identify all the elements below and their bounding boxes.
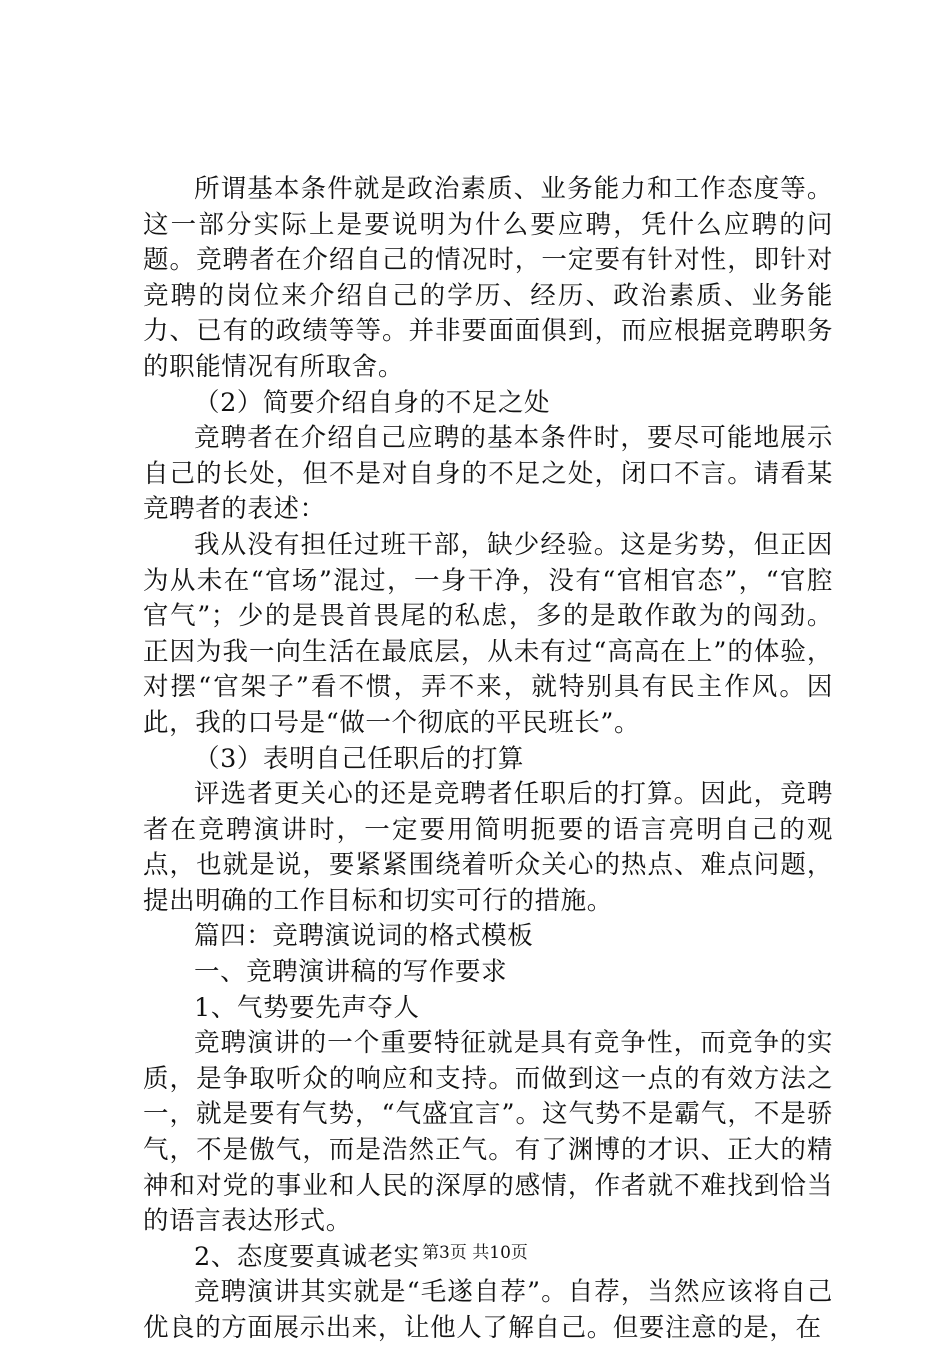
heading-chapter-four: 篇四：竞聘演说词的格式模板 <box>194 921 534 952</box>
paragraph-basic-conditions: 所谓基本条件就是政治素质、业务能力和工作态度等。这一部分实际上是要说明为什么要应聘，凭什么应聘的问题。竞聘者在介绍自己的情况时，一定要有针对性，即针对竞聘的岗位来介绍自己的学历、经历、政治素质、业务能力、已有的政绩等等。并非要面面俱到，而应根据竞聘职务的职能情况有所取舍。 <box>143 174 833 382</box>
paragraph-momentum: 竞聘演讲的一个重要特征就是具有竞争性，而竞争的实质，是争取听众的响应和支持。而做到这一点的有效方法之一，就是要有气势，“气盛宜言”。这气势不是霸气，不是骄气，不是傲气，而是浩然正气。有了渊博的才识、正大的精神和对党的事业和人民的深厚的感情，作者就不难找到恰当的语言表达形式。 <box>143 1028 833 1237</box>
paragraph-example-statement: 我从没有担任过班干部，缺少经验。这是劣势，但正因为从未在“官场”混过，一身干净，没有“官相官态”，“官腔官气”；少的是畏首畏尾的私虑，多的是敢作敢为的闯劲。正因为我一向生活在最底层，从未有过“高高在上”的体验，对摆“官架子”看不惯，弄不来，就特别具有民主作风。因此，我的口号是“做一个彻底的平民班长”。 <box>143 529 833 738</box>
paragraph-shortcomings: 竞聘者在介绍自己应聘的基本条件时，要尽可能地展示自己的长处，但不是对自身的不足之处，闭口不言。请看某竞聘者的表述： <box>143 423 833 525</box>
page-number-footer: 第3页 共10页 <box>422 1243 528 1263</box>
paragraph-sincerity: 竞聘演讲其实就是“毛遂自荐”。自荐，当然应该将自己优良的方面展示出来，让他人了解自己。但要注意的是，在 <box>143 1277 833 1343</box>
heading-plans: （3）表明自己任职后的打算 <box>194 743 525 774</box>
heading-momentum: 1、气势要先声夺人 <box>194 992 420 1023</box>
heading-writing-requirements: 一、竞聘演讲稿的写作要求 <box>194 957 508 988</box>
paragraph-plans: 评选者更关心的还是竞聘者任职后的打算。因此，竞聘者在竞聘演讲时，一定要用简明扼要的语言亮明自己的观点，也就是说，要紧紧围绕着听众关心的热点、难点问题，提出明确的工作目标和切实可行的措施。 <box>143 779 833 916</box>
heading-sincerity: 2、态度要真诚老实 <box>194 1241 420 1272</box>
heading-shortcomings: （2）简要介绍自身的不足之处 <box>194 387 551 418</box>
document-body <box>143 172 833 1347</box>
